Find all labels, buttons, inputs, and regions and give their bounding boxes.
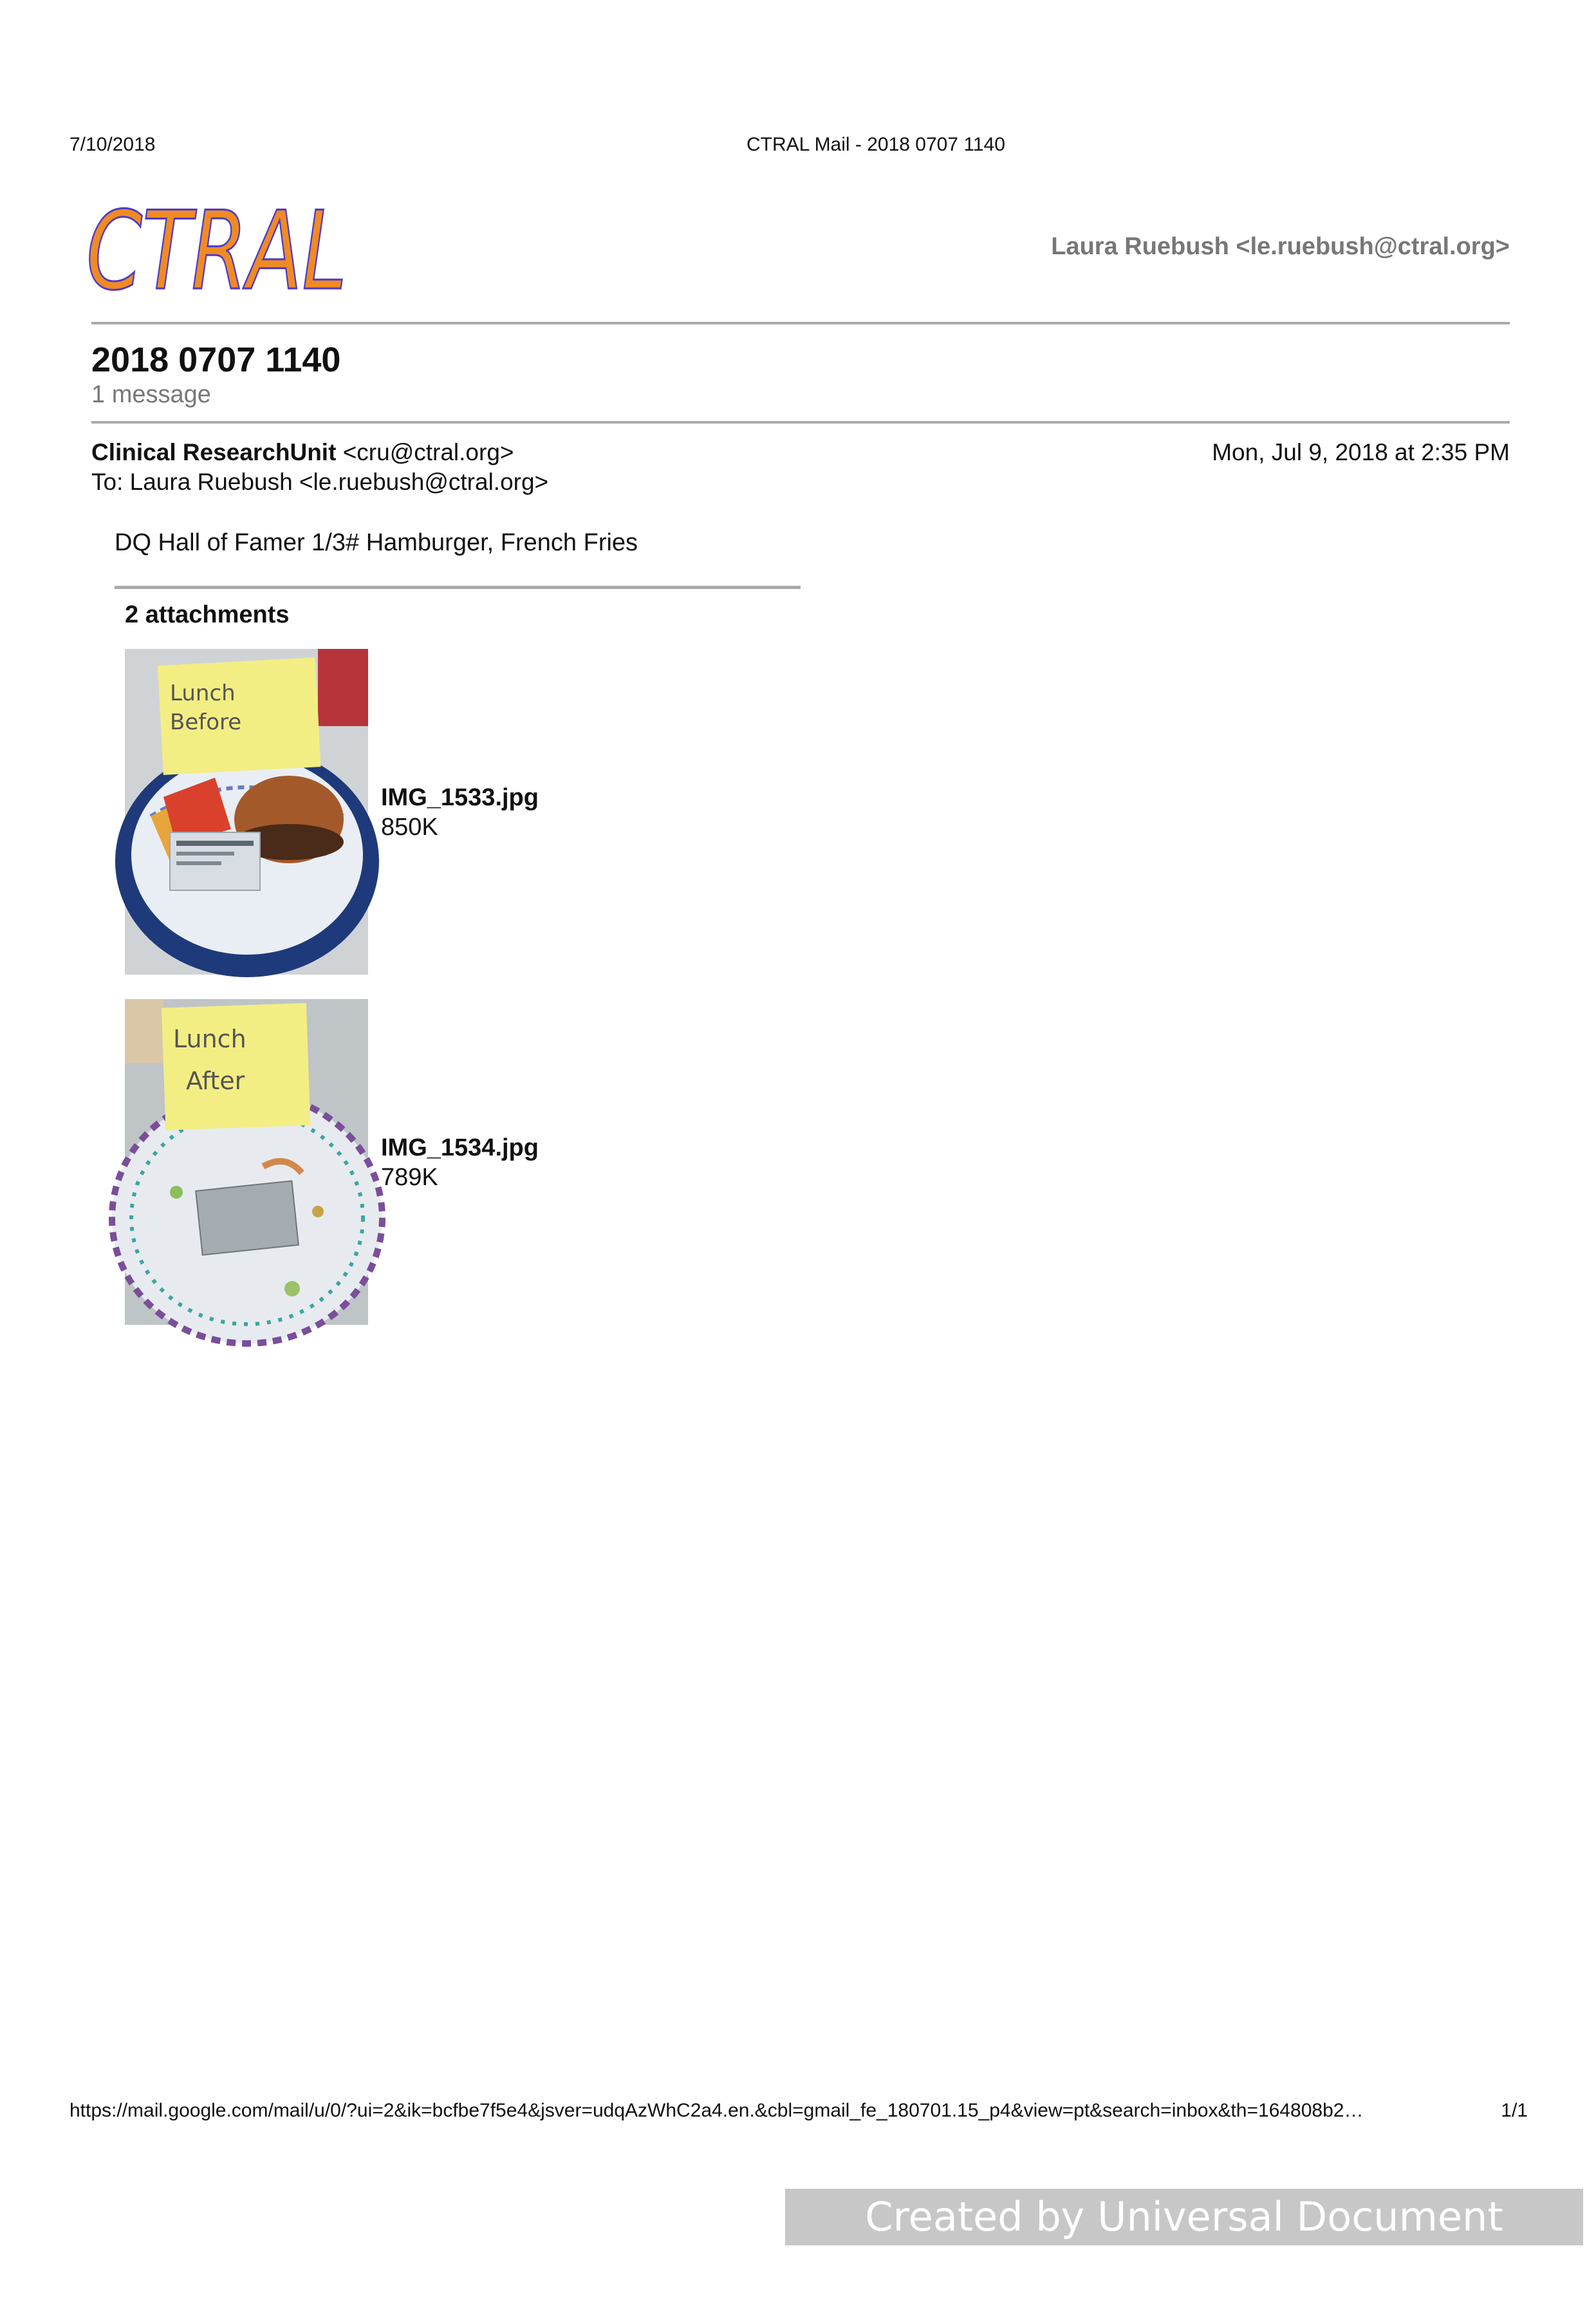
attachment-name[interactable]: IMG_1533.jpg bbox=[381, 784, 539, 811]
page-number: 1/1 bbox=[1501, 2100, 1528, 2121]
note-line-2: Before bbox=[170, 709, 242, 735]
attachment-size: 789K bbox=[381, 1164, 438, 1191]
recipient: To: Laura Ruebush <le.ruebush@ctral.org> bbox=[91, 469, 549, 495]
sender-name: Clinical ResearchUnit bbox=[91, 439, 337, 465]
divider bbox=[91, 421, 1510, 424]
thread-subject: 2018 0707 1140 bbox=[91, 341, 341, 379]
message-body: DQ Hall of Famer 1/3# Hamburger, French Fries bbox=[115, 529, 638, 556]
sender bbox=[91, 439, 514, 466]
footer-url: https://mail.google.com/mail/u/0/?ui=2&ik=bcfbe7f5e4&jsver=udqAzWhC2a4.en.&cbl=gmail_fe_180701.15_p4&view=pt&search=inbox&th=164808b2… bbox=[70, 2100, 1364, 2121]
attachments-divider bbox=[115, 586, 801, 589]
note-line-1: Lunch bbox=[170, 680, 236, 706]
print-title: CTRAL Mail - 2018 0707 1140 bbox=[747, 134, 1005, 155]
ctral-logo bbox=[82, 185, 353, 314]
divider bbox=[91, 322, 1510, 324]
attachment-name[interactable]: IMG_1534.jpg bbox=[381, 1134, 539, 1161]
message-date: Mon, Jul 9, 2018 at 2:35 PM bbox=[1212, 439, 1510, 465]
watermark: Created by Universal Document Converter bbox=[785, 2189, 1583, 2245]
sender-email: <cru@ctral.org> bbox=[342, 439, 514, 465]
note-line-2: After bbox=[186, 1067, 245, 1095]
attachment-thumbnail-lunch-before[interactable] bbox=[125, 649, 368, 975]
attachment-thumbnail-lunch-after[interactable] bbox=[125, 999, 368, 1325]
attachments-count: 2 attachments bbox=[125, 601, 290, 628]
print-date: 7/10/2018 bbox=[70, 134, 156, 155]
account-email: Laura Ruebush <le.ruebush@ctral.org> bbox=[1051, 233, 1510, 260]
note-line-1: Lunch bbox=[173, 1025, 246, 1053]
message-count: 1 message bbox=[91, 381, 211, 408]
logo-text: CTRAL bbox=[86, 188, 347, 314]
attachment-size: 850K bbox=[381, 814, 438, 841]
